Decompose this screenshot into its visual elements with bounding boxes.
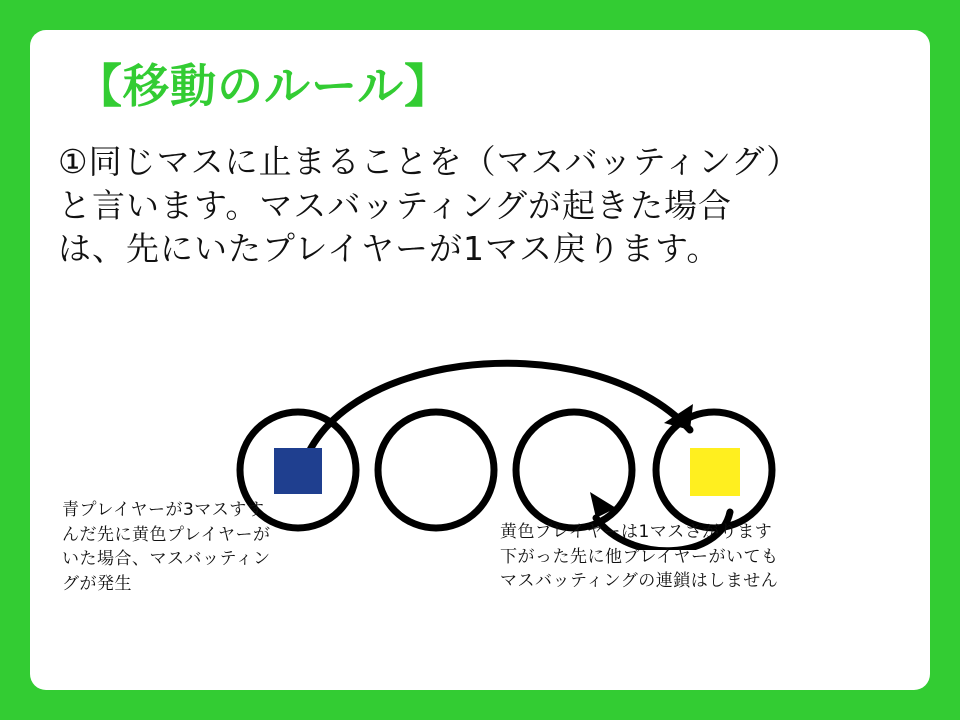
- board-space-3: [516, 412, 632, 528]
- rule-line-1: ①同じマスに止まることを（マスバッティング）: [58, 142, 801, 181]
- rule-body-text: [58, 140, 898, 271]
- page-title: 【移動のルール】: [76, 59, 452, 113]
- caption-left-line-3: いた場合、マスバッティン: [62, 549, 271, 570]
- caption-yellow-player: [500, 520, 900, 594]
- yellow-player-token: [690, 448, 740, 496]
- caption-left-line-2: んだ先に黄色プレイヤーが: [62, 524, 271, 545]
- caption-left-line-1: 青プレイヤーが3マスすす: [62, 500, 265, 520]
- caption-left-line-4: グが発生: [62, 573, 132, 594]
- caption-right-line-1: 黄色プレイヤーは1マスさがります: [500, 522, 773, 542]
- caption-blue-player: [62, 498, 362, 597]
- blue-player-token: [274, 448, 322, 494]
- rule-line-2: と言います。マスバッティングが起きた場合: [58, 185, 733, 225]
- board-space-2: [378, 412, 494, 528]
- caption-right-line-2: 下がった先に他プレイヤーがいても: [500, 546, 779, 567]
- rule-line-3: は、先にいたプレイヤーが1マス戻ります。: [58, 229, 721, 269]
- slide-card: [30, 30, 930, 690]
- caption-right-line-3: マスバッティングの連鎖はしません: [500, 571, 779, 592]
